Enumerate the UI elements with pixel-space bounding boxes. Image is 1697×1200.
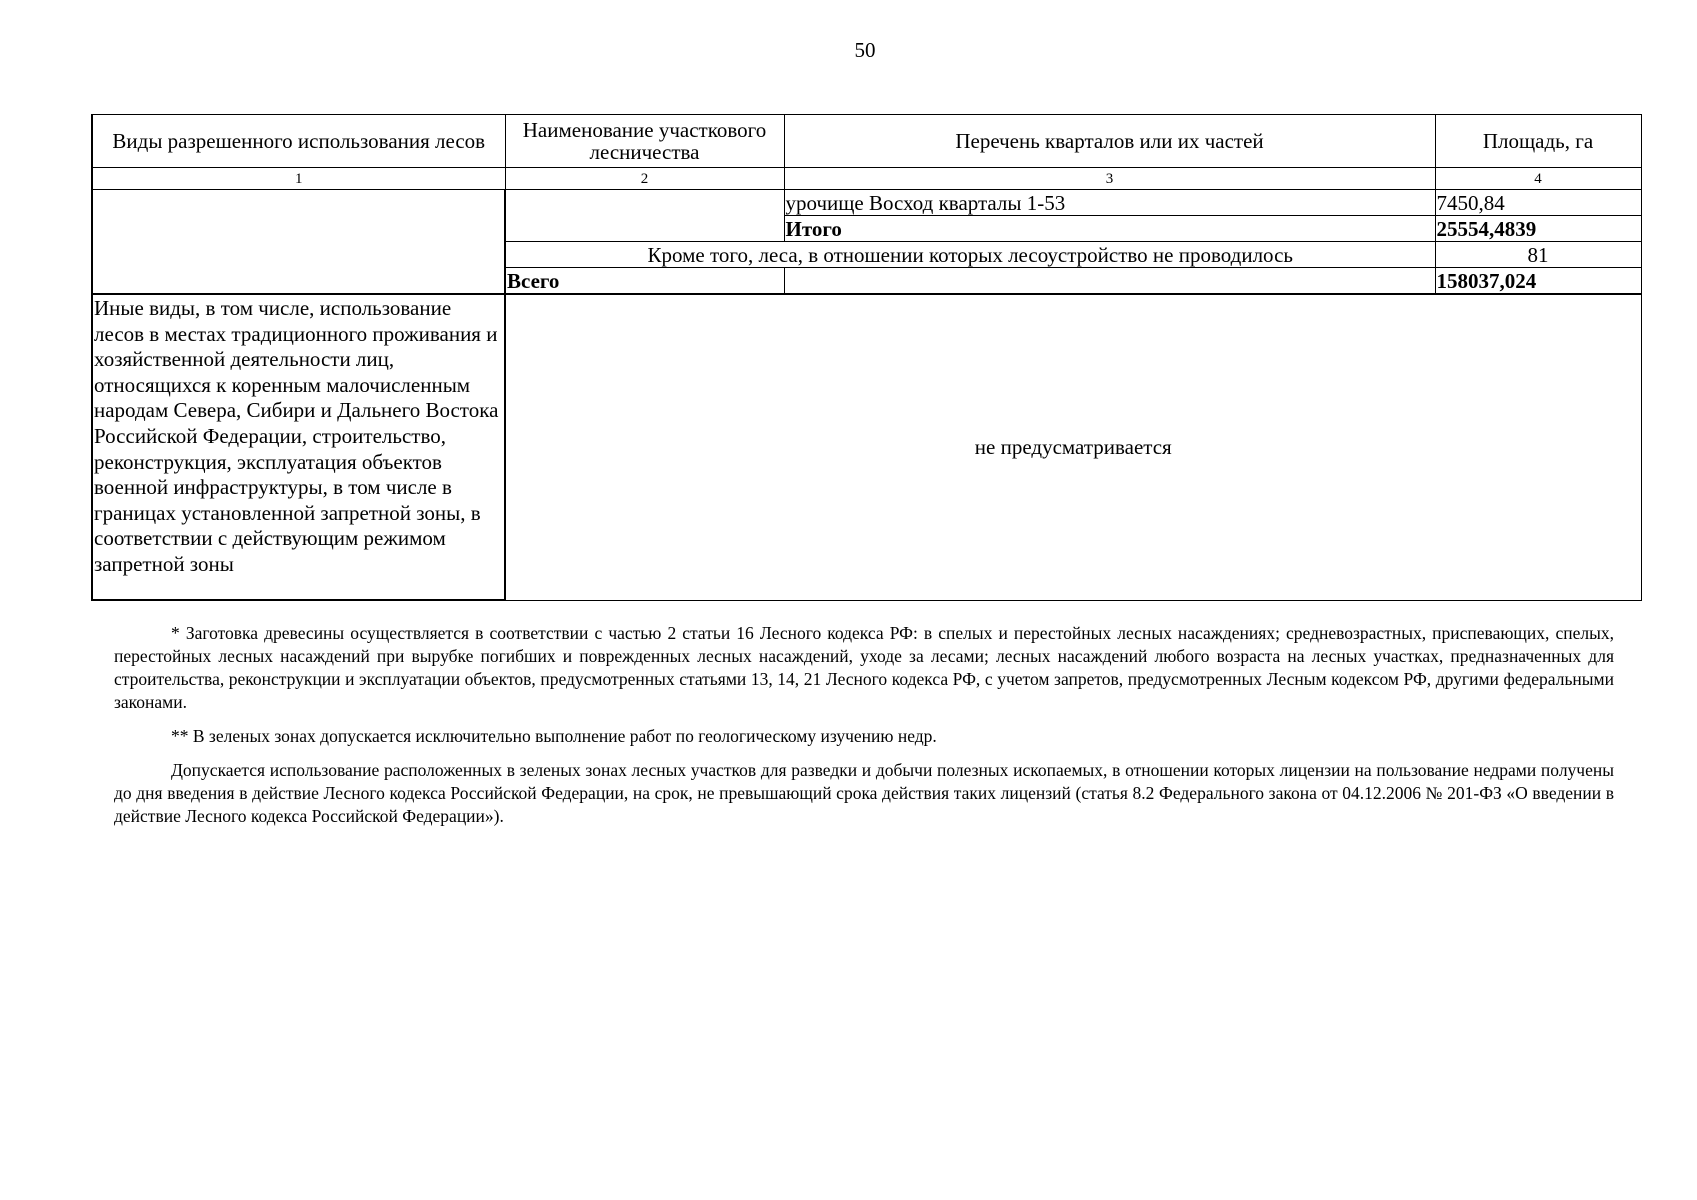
header-quarters-list: Перечень кварталов или их частей [784, 115, 1435, 168]
vsego-area: 158037,024 [1435, 268, 1641, 295]
column-number-row [92, 168, 1641, 190]
footnote-green-zones: ** В зеленых зонах допускается исключительно выполнение работ по геологическому изучению недр. [171, 726, 937, 746]
forestry-cell-empty [505, 190, 784, 242]
footnote-timber: * Заготовка древесины осуществляется в соответствии с частью 2 статьи 16 Лесного кодекса РФ: в спелых и перестойных лесных насаждениях; средневозрастных, приспевающих, спелых, перестойных лесных насаждений при вырубке погибших и поврежденных лесных насаждений, уходе за лесами; лесных насаждений любого возраста на лесных участках, предназначенных для строительства, реконструкции и эксплуатации объектов, предусмотренных статьями 13, 14, 21 Лесного кодекса РФ, с учетом запретов, предусмотренных Лесным кодексом РФ, другими федеральными законами. [114, 623, 1614, 712]
column-number: 1 [92, 168, 505, 190]
column-number: 3 [784, 168, 1435, 190]
header-area: Площадь, га [1435, 115, 1641, 168]
footnotes [114, 622, 1614, 839]
footnote-mining: Допускается использование расположенных в зеленых зонах лесных участков для разведки и добычи полезных ископаемых, в отношении которых лицензии на пользование недрами получены до дня введения в действие Лесного кодекса Российской Федерации, на срок, не превышающий срока действия таких лицензий (статья 8.2 Федерального закона от 04.12.2006 № 201-ФЗ «О введении в действие Лесного кодекса Российской Федерации»). [114, 760, 1614, 826]
krome-text: Кроме того, леса, в отношении которых лесоустройство не проводилось [505, 242, 1435, 268]
use-type-cell-empty [92, 190, 505, 295]
other-value: не предусматривается [505, 294, 1641, 600]
header-forestry-name: Наименование участкового лесничества [505, 115, 784, 168]
column-number: 2 [505, 168, 784, 190]
table-header-row [92, 115, 1641, 168]
quarters-cell: урочище Восход кварталы 1-53 [784, 190, 1435, 216]
other-use-type: Иные виды, в том числе, использование лесов в местах традиционного проживания и хозяйственной деятельности лиц, относящихся к коренным малочисленным народам Севера, Сибири и Дальнего Востока Российской Федерации, строительство, реконструкция, эксплуатация объектов военной инфраструктуры, в том числе в границах установленной запретной зоны, в соответствии с действующим режимом запретной зоны [92, 294, 505, 600]
vsego-quarters-empty [784, 268, 1435, 295]
page-number: 50 [854, 38, 876, 62]
table-row-other [92, 294, 1641, 600]
column-number: 4 [1435, 168, 1641, 190]
forest-use-table [91, 114, 1642, 601]
itogo-label: Итого [784, 216, 1435, 242]
vsego-label: Всего [505, 268, 784, 295]
krome-area: 81 [1435, 242, 1641, 268]
area-cell: 7450,84 [1435, 190, 1641, 216]
table-row [92, 190, 1641, 216]
header-use-types: Виды разрешенного использования лесов [92, 115, 505, 168]
itogo-area: 25554,4839 [1435, 216, 1641, 242]
